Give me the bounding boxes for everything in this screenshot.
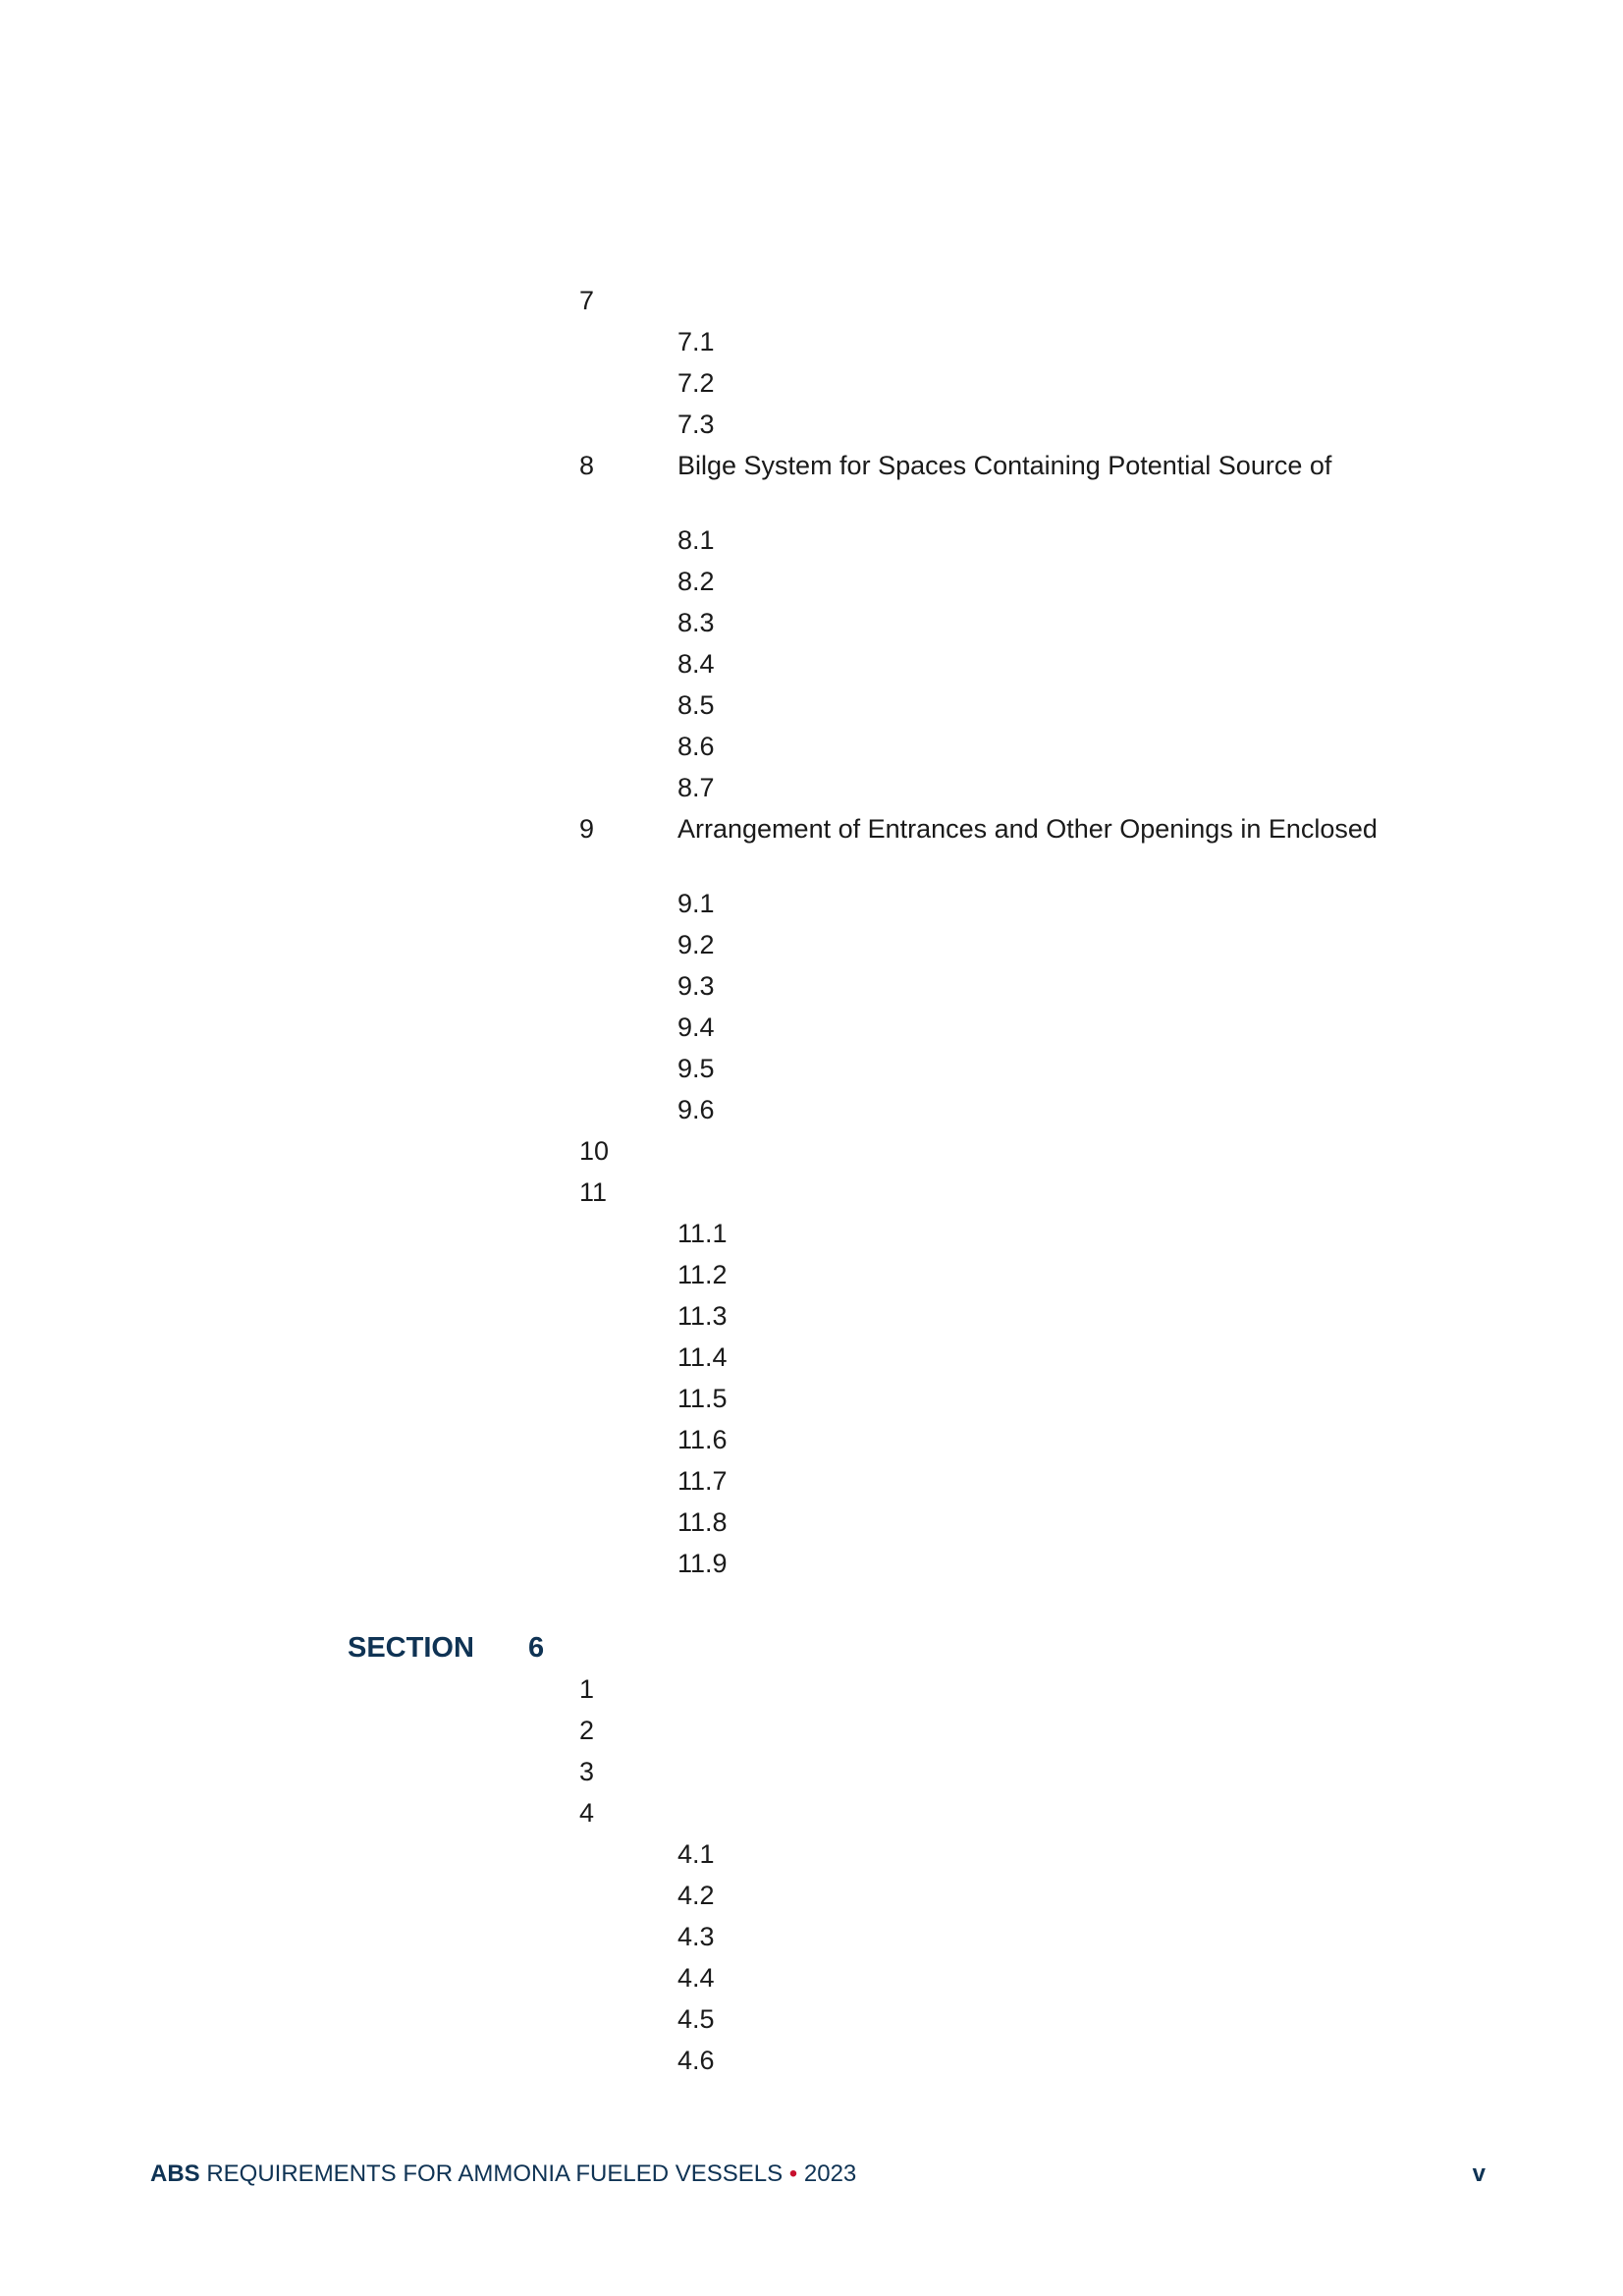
footer-brand: ABS: [150, 2160, 200, 2187]
page-footer: [150, 2157, 1486, 2192]
footer-bullet: •: [788, 2160, 798, 2187]
footer-title: REQUIREMENTS FOR AMMONIA FUELED VESSELS: [206, 2160, 784, 2187]
footer-year: 2023: [803, 2160, 857, 2187]
footer-page-number: v: [1472, 2160, 1486, 2187]
